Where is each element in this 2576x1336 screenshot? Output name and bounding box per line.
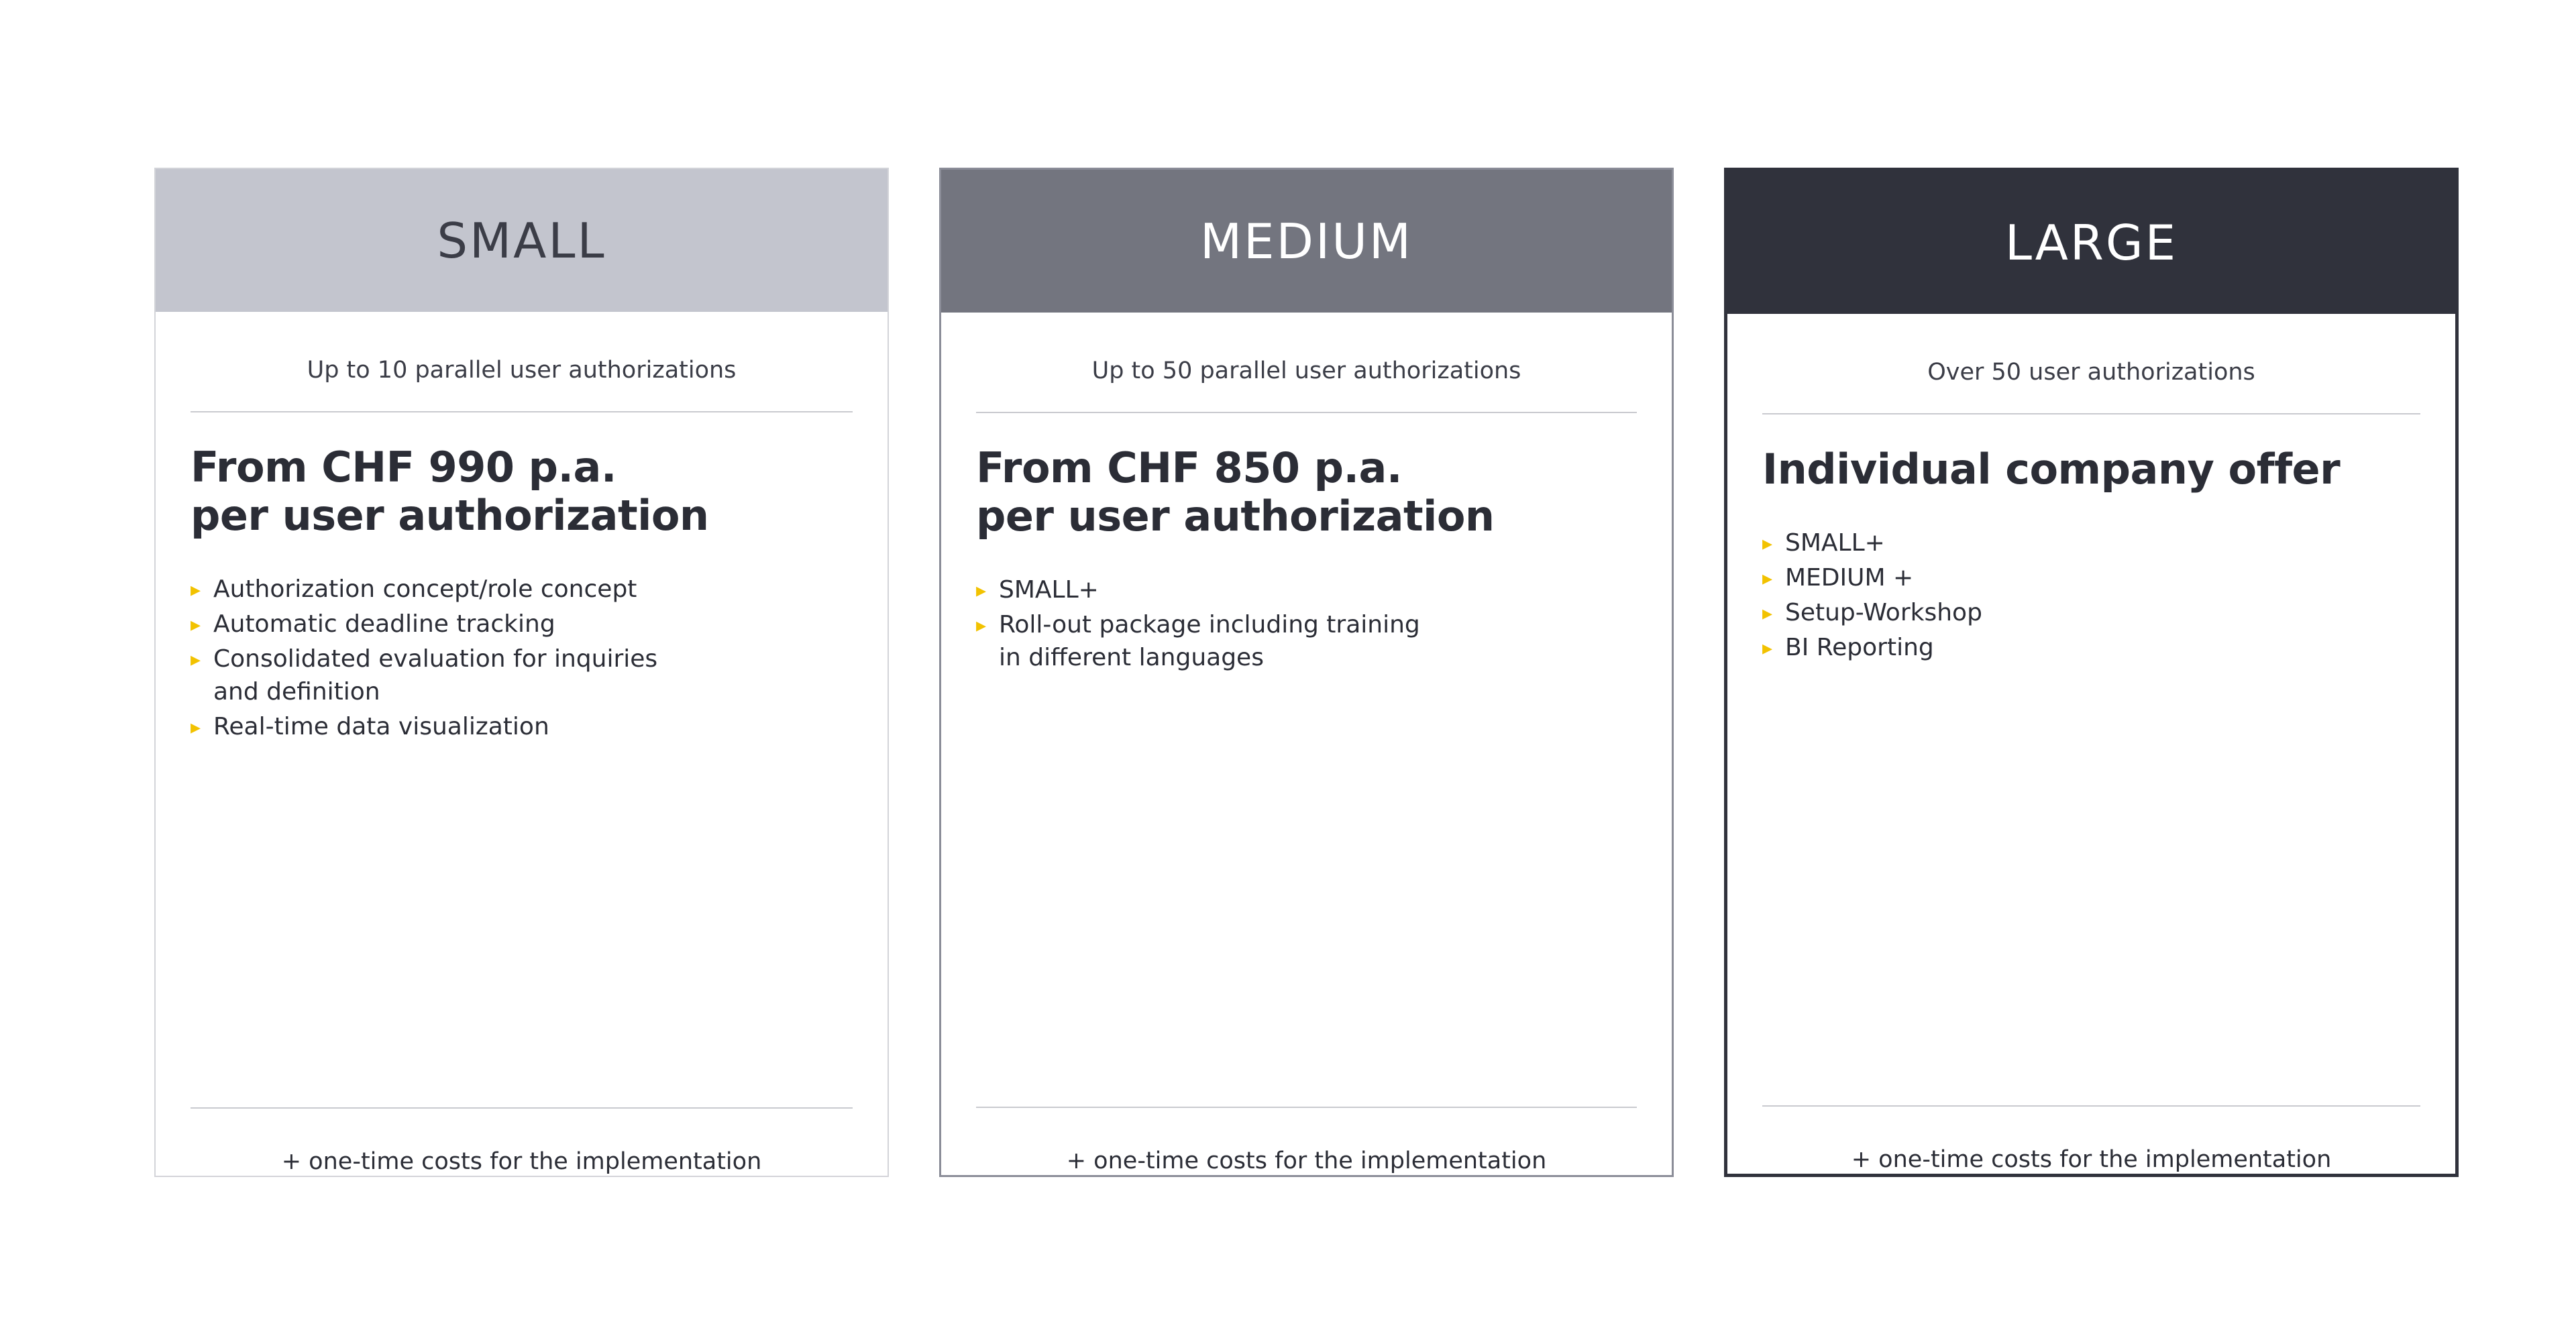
price-text xyxy=(191,412,853,540)
list-item xyxy=(1762,597,2420,630)
feature-text: Consolidated evaluation for inquiries xyxy=(213,645,658,673)
price-line-2: per user authorization xyxy=(191,490,709,540)
price-line-1: From CHF 990 p.a. xyxy=(191,443,616,492)
feature-text: SMALL+ xyxy=(1785,528,1885,557)
feature-text-continued: in different languages xyxy=(999,643,1264,671)
triangle-bullet-icon: ▸ xyxy=(1762,532,1773,556)
feature-list xyxy=(1762,494,2420,1105)
card-body-medium xyxy=(941,313,1672,1175)
list-item xyxy=(976,574,1637,607)
feature-text: BI Reporting xyxy=(1785,633,1934,661)
card-body-large xyxy=(1727,314,2455,1174)
list-item xyxy=(976,609,1637,675)
tier-title: MEDIUM xyxy=(1199,213,1413,270)
feature-text: Real-time data visualization xyxy=(213,712,549,740)
feature-text: Roll-out package including training xyxy=(999,610,1420,638)
triangle-bullet-icon: ▸ xyxy=(191,716,201,740)
triangle-bullet-icon: ▸ xyxy=(1762,567,1773,591)
triangle-bullet-icon: ▸ xyxy=(976,614,987,638)
pricing-card-medium[interactable] xyxy=(939,168,1674,1177)
triangle-bullet-icon: ▸ xyxy=(976,579,987,603)
user-limit-text: Up to 10 parallel user authorizations xyxy=(307,357,737,384)
pricing-card-small[interactable] xyxy=(154,168,889,1177)
user-limit-text: Up to 50 parallel user authorizations xyxy=(1091,357,1521,384)
list-item xyxy=(191,711,853,744)
pricing-card-large[interactable] xyxy=(1724,168,2459,1177)
list-item xyxy=(191,643,853,709)
list-item xyxy=(191,573,853,606)
feature-list xyxy=(976,541,1637,1107)
triangle-bullet-icon: ▸ xyxy=(191,613,201,637)
feature-text-continued: and definition xyxy=(213,677,380,706)
feature-text: Automatic deadline tracking xyxy=(213,610,555,638)
footnote-text: + one-time costs for the implementation xyxy=(1851,1146,2332,1173)
list-item xyxy=(1762,632,2420,665)
list-item xyxy=(1762,562,2420,595)
price-line-1: Individual company offer xyxy=(1762,445,2341,494)
feature-text: Setup-Workshop xyxy=(1785,598,1982,626)
footnote-text: + one-time costs for the implementation xyxy=(1066,1148,1547,1174)
list-item xyxy=(1762,527,2420,560)
feature-text: Authorization concept/role concept xyxy=(213,575,637,603)
list-item xyxy=(191,608,853,641)
triangle-bullet-icon: ▸ xyxy=(191,648,201,672)
feature-text: SMALL+ xyxy=(999,575,1099,604)
price-text xyxy=(1762,414,2420,494)
price-text xyxy=(976,413,1637,541)
feature-list xyxy=(191,540,853,1107)
card-body-small xyxy=(156,312,888,1176)
footnote-text: + one-time costs for the implementation xyxy=(281,1148,762,1175)
price-line-1: From CHF 850 p.a. xyxy=(976,443,1402,492)
triangle-bullet-icon: ▸ xyxy=(1762,602,1773,626)
user-limit-text: Over 50 user authorizations xyxy=(1927,359,2255,386)
tier-title: LARGE xyxy=(2004,214,2178,271)
tier-title: SMALL xyxy=(437,212,606,269)
card-header-medium xyxy=(941,170,1672,313)
triangle-bullet-icon: ▸ xyxy=(1762,636,1773,661)
card-header-large xyxy=(1727,171,2455,314)
feature-text: MEDIUM + xyxy=(1785,563,1914,592)
price-line-2: per user authorization xyxy=(976,491,1495,541)
pricing-cards xyxy=(154,168,2459,1177)
card-header-small xyxy=(156,169,888,312)
triangle-bullet-icon: ▸ xyxy=(191,578,201,602)
